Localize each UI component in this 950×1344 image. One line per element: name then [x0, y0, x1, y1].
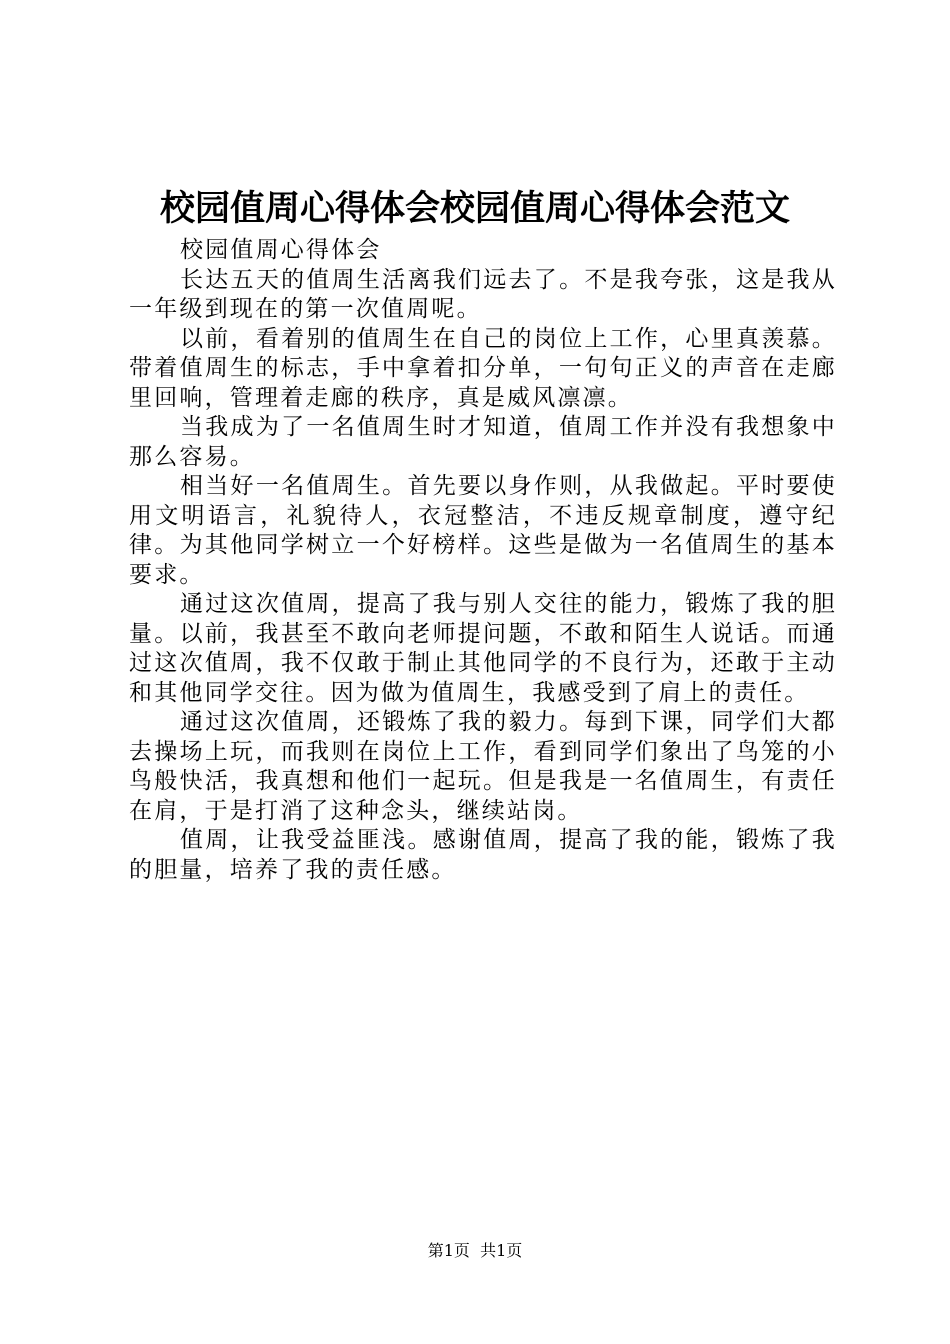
- paragraph: 通过这次值周，提高了我与别人交往的能力，锻炼了我的胆量。以前，我甚至不敢向老师提问题，不敢和陌生人说话。而通过这次值周，我不仅敢于制止其他同学的不良行为，还敢于主动和其他同学交往。因为做为值周生，我感受到了肩上的责任。: [129, 591, 837, 706]
- page-footer: 第1页 共1页: [427, 1241, 523, 1260]
- document-body: [129, 236, 837, 885]
- document-title: 校园值周心得体会校园值周心得体会范文: [159, 189, 790, 229]
- paragraph: 通过这次值周，还锻炼了我的毅力。每到下课，同学们大都去操场上玩，而我则在岗位上工作，看到同学们象出了鸟笼的小鸟般快活，我真想和他们一起玩。但是我是一名值周生，有责任在肩，于是打消了这种念头，继续站岗。: [129, 709, 837, 824]
- paragraph: 长达五天的值周生活离我们远去了。不是我夸张，这是我从一年级到现在的第一次值周呢。: [129, 266, 837, 322]
- paragraph: 以前，看着别的值周生在自己的岗位上工作，心里真羡慕。带着值周生的标志，手中拿着扣分单，一句句正义的声音在走廊里回响，管理着走廊的秩序，真是威风凛凛。: [129, 325, 837, 411]
- paragraph: 相当好一名值周生。首先要以身作则，从我做起。平时要使用文明语言，礼貌待人，衣冠整洁，不违反规章制度，遵守纪律。为其他同学树立一个好榜样。这些是做为一名值周生的基本要求。: [129, 473, 837, 588]
- paragraph: 当我成为了一名值周生时才知道，值周工作并没有我想象中那么容易。: [129, 414, 837, 470]
- paragraph-subtitle: 校园值周心得体会: [180, 237, 382, 263]
- paragraph: 值周，让我受益匪浅。感谢值周，提高了我的能，锻炼了我的胆量，培养了我的责任感。: [129, 827, 837, 883]
